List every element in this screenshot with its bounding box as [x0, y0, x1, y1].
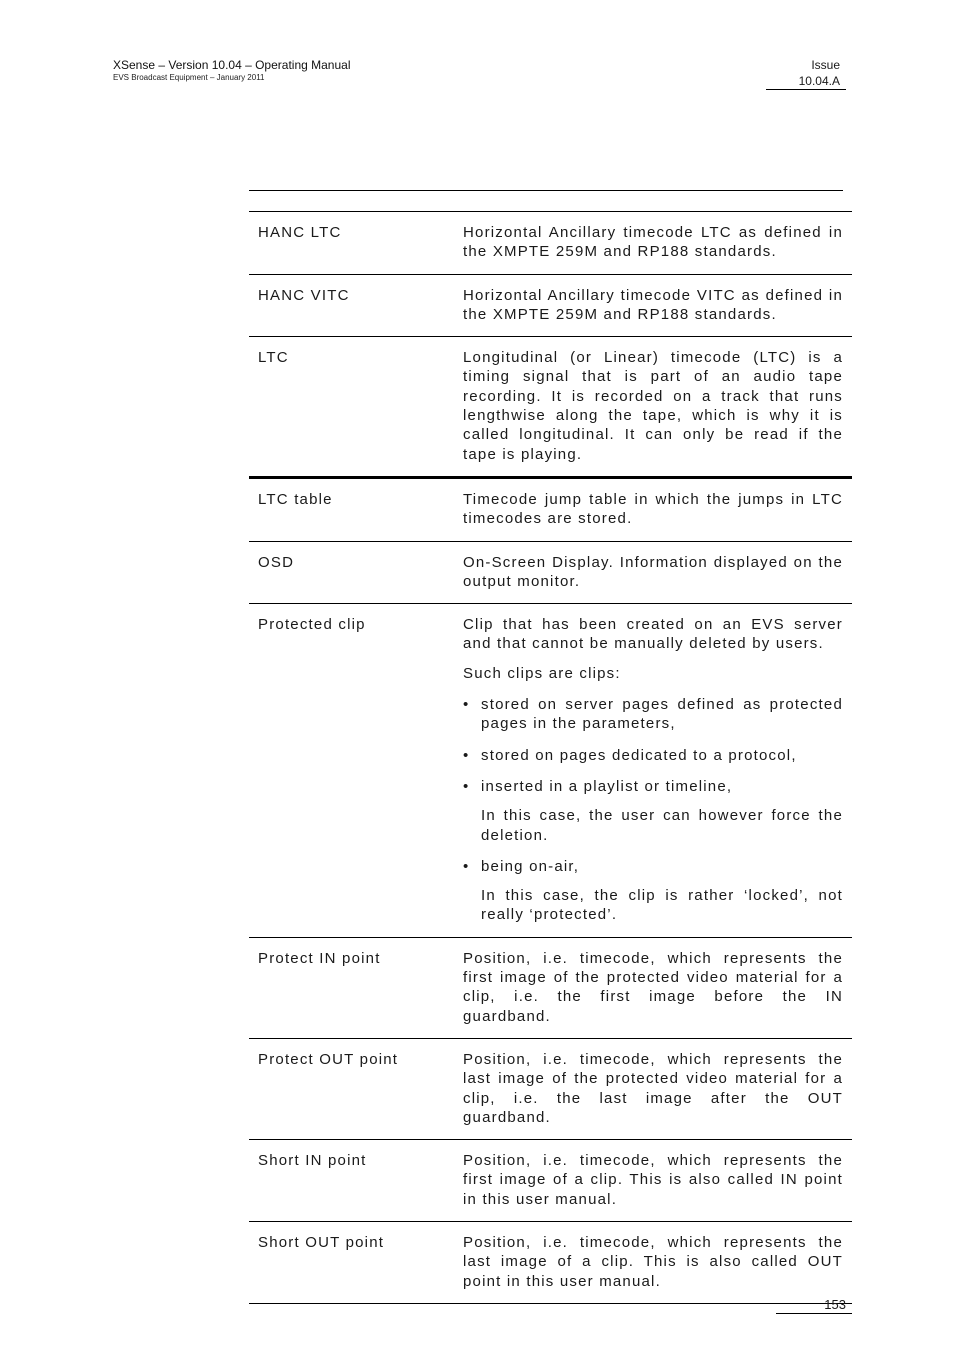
- bullet-icon: •: [463, 746, 470, 764]
- glossary-row: [249, 275, 852, 338]
- issue-label: Issue: [811, 58, 840, 72]
- glossary-row: [249, 212, 852, 275]
- glossary-row: [249, 604, 852, 938]
- bullet-note: In this case, the clip is rather ‘locked’, not really ‘protected’.: [481, 887, 843, 924]
- glossary-definition: [463, 286, 843, 325]
- bullet-text: being on-air,: [481, 857, 580, 875]
- glossary-definition: [463, 615, 843, 925]
- glossary-term: OSD: [258, 553, 295, 571]
- definition-text: Timecode jump table in which the jumps in LTC timecodes are stored.: [463, 490, 843, 528]
- glossary-row: [249, 542, 852, 605]
- glossary-definition: [463, 1151, 843, 1209]
- page-footer: [776, 1296, 852, 1314]
- bullet-icon: •: [463, 696, 470, 714]
- bullet-icon: •: [463, 777, 470, 795]
- bullet-icon: •: [463, 857, 470, 875]
- glossary-row: [249, 479, 852, 542]
- document-subtitle: EVS Broadcast Equipment – January 2011: [113, 73, 265, 82]
- definition-text: On-Screen Display. Information displayed on the output monitor.: [463, 553, 843, 590]
- glossary-term: Protect OUT point: [258, 1050, 399, 1068]
- definition-text: Longitudinal (or Linear) timecode (LTC) is a timing signal that is part of an audio tape recording. It is recorded on a track that runs lengthwise along the tape, which is why it is called longitudinal. It can only be read if the tape is playing.: [463, 349, 843, 463]
- definition-text: Position, i.e. timecode, which represents the last image of the protected video material for a clip, i.e. the last image after the OUT guardband.: [463, 1050, 843, 1126]
- bullet-text: stored on server pages defined as protected pages in the parameters,: [481, 696, 843, 733]
- glossary-row: [249, 337, 852, 479]
- definition-text: Clip that has been created on an EVS server and that cannot be manually deleted by users.: [463, 616, 843, 653]
- section-divider: [249, 190, 843, 191]
- glossary-definition: [463, 1050, 843, 1127]
- glossary-definition: [463, 949, 843, 1026]
- glossary-definition: [463, 1233, 843, 1291]
- definition-text: Position, i.e. timecode, which represents the last image of a clip. This is also called OUT point in this user manual.: [463, 1233, 843, 1290]
- bullet-item: [463, 695, 843, 734]
- definition-text: Position, i.e. timecode, which represents the first image of the protected video material for a clip, i.e. the first image before the IN guardband.: [463, 949, 843, 1025]
- bullet-item: [463, 857, 843, 876]
- definition-text: Horizontal Ancillary timecode LTC as defined in the XMPTE 259M and RP188 standards.: [463, 224, 843, 261]
- page-number: 153: [824, 1297, 846, 1312]
- bullet-text: stored on pages dedicated to a protocol,: [481, 746, 797, 764]
- glossary-term: Short OUT point: [258, 1233, 385, 1251]
- document-title: XSense – Version 10.04 – Operating Manual: [113, 58, 351, 72]
- definition-text: Horizontal Ancillary timecode VITC as defined in the XMPTE 259M and RP188 standards.: [463, 286, 843, 323]
- definition-text: Position, i.e. timecode, which represents the first image of a clip. This is also called IN point in this user manual.: [463, 1152, 843, 1208]
- bullet-item: [463, 777, 843, 796]
- glossary-term: LTC: [258, 349, 289, 367]
- glossary-term: Protect IN point: [258, 949, 381, 967]
- bullet-item: [463, 746, 843, 765]
- glossary-definition: [463, 490, 843, 529]
- glossary-term: Short IN point: [258, 1152, 367, 1170]
- glossary-definition: [463, 553, 843, 592]
- glossary-row: [249, 1039, 852, 1140]
- page-header-right: [766, 58, 846, 90]
- page-header-left: [113, 58, 351, 83]
- glossary-definition: [463, 348, 843, 464]
- glossary-row: [249, 1222, 852, 1304]
- glossary-row: [249, 1140, 852, 1222]
- definition-intro: Such clips are clips:: [463, 664, 621, 682]
- glossary-row: [249, 938, 852, 1039]
- bullet-note: In this case, the user can however force the deletion.: [481, 807, 843, 844]
- glossary-term: LTC table: [258, 490, 333, 508]
- issue-value: 10.04.A: [766, 73, 846, 90]
- glossary-definition: [463, 223, 843, 262]
- glossary-term: Protected clip: [258, 616, 366, 634]
- glossary-term: HANC VITC: [258, 286, 350, 304]
- glossary-term: HANC LTC: [258, 224, 342, 241]
- glossary-table: [249, 211, 852, 1304]
- bullet-text: inserted in a playlist or timeline,: [481, 777, 733, 795]
